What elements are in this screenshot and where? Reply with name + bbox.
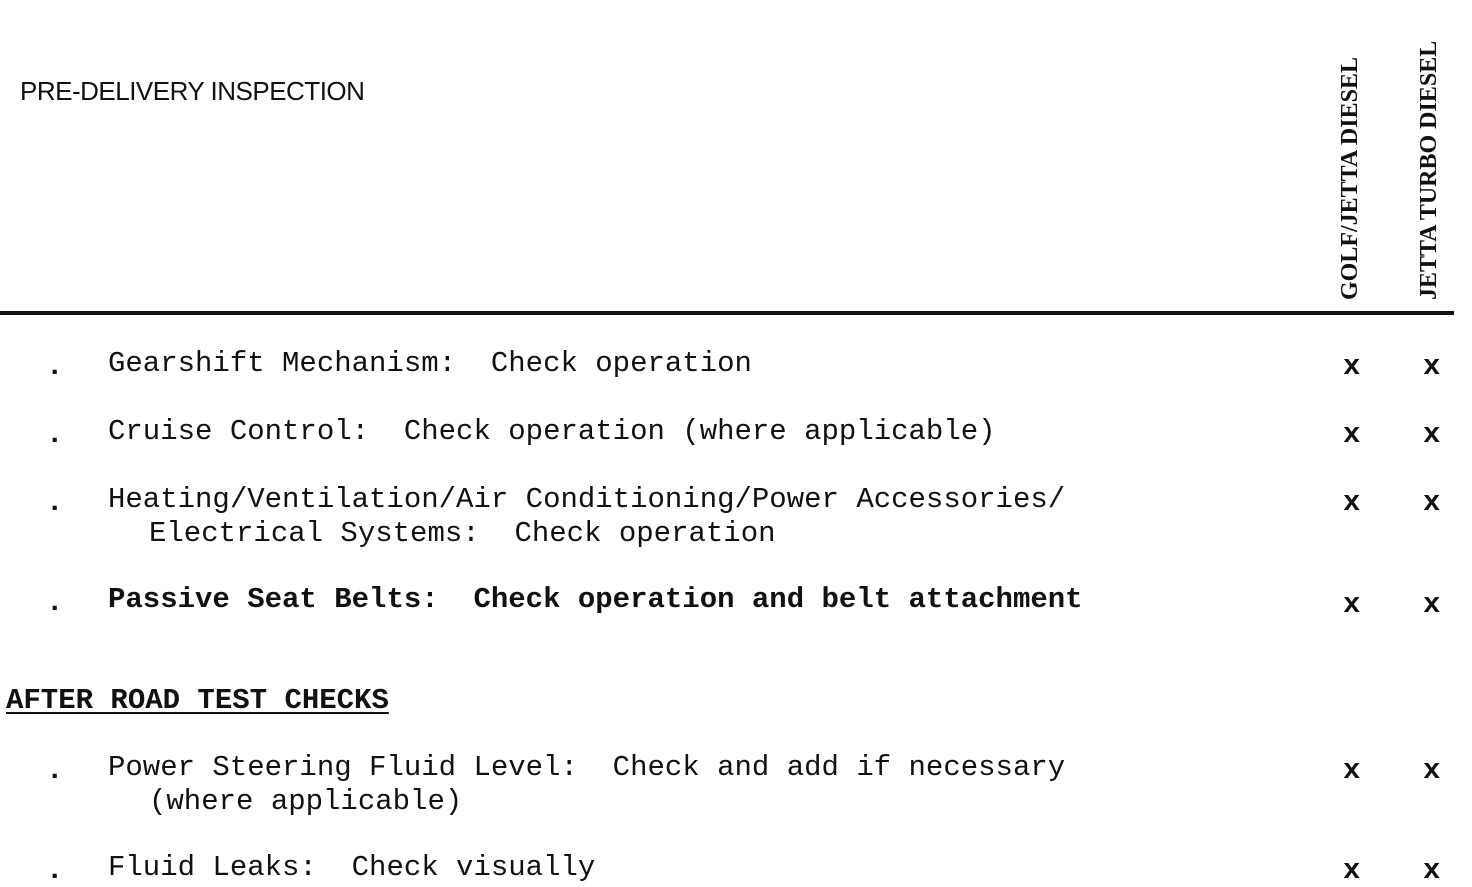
check-mark-golf: x — [1343, 350, 1361, 383]
section-heading-after-road-test: AFTER ROAD TEST CHECKS — [6, 684, 389, 717]
check-mark-golf: x — [1343, 588, 1361, 621]
item-text: Passive Seat Belts: Check operation and belt attachment — [108, 583, 1083, 616]
check-mark-jetta: x — [1423, 486, 1441, 519]
check-mark-golf: x — [1343, 754, 1361, 787]
item-text-continued: (where applicable) — [149, 785, 463, 818]
check-mark-golf: x — [1343, 486, 1361, 519]
check-mark-jetta: x — [1423, 854, 1441, 887]
checklist-item-passive-seat-belts — [108, 583, 1083, 617]
item-text: Power Steering Fluid Level: Check and add if necessary — [108, 751, 1066, 784]
checklist-item-power-steering — [108, 751, 1065, 819]
check-mark-golf: x — [1343, 854, 1361, 887]
column-header-jetta-turbo-diesel: JETTA TURBO DIESEL — [1416, 40, 1442, 300]
check-mark-jetta: x — [1423, 350, 1441, 383]
checklist-item-cruise-control — [108, 415, 996, 449]
list-bullet: . — [46, 854, 64, 887]
item-text: Fluid Leaks: Check visually — [108, 851, 596, 884]
checklist-item-fluid-leaks — [108, 851, 595, 885]
check-mark-golf: x — [1343, 418, 1361, 451]
list-bullet: . — [46, 418, 64, 451]
item-text-continued: Electrical Systems: Check operation — [149, 517, 776, 550]
checklist-item-gearshift — [108, 347, 752, 381]
list-bullet: . — [46, 350, 64, 383]
list-bullet: . — [46, 586, 64, 619]
check-mark-jetta: x — [1423, 418, 1441, 451]
checklist-item-heating-ventilation — [108, 483, 1065, 551]
column-header-golf-jetta-diesel: GOLF/JETTA DIESEL — [1337, 57, 1363, 300]
item-text: Heating/Ventilation/Air Conditioning/Power Accessories/ — [108, 483, 1066, 516]
item-text: Gearshift Mechanism: Check operation — [108, 347, 752, 380]
header-divider — [0, 311, 1454, 315]
item-text: Cruise Control: Check operation (where applicable) — [108, 415, 996, 448]
list-bullet: . — [46, 754, 64, 787]
list-bullet: . — [46, 486, 64, 519]
check-mark-jetta: x — [1423, 588, 1441, 621]
page-title: PRE-DELIVERY INSPECTION — [20, 76, 365, 106]
check-mark-jetta: x — [1423, 754, 1441, 787]
